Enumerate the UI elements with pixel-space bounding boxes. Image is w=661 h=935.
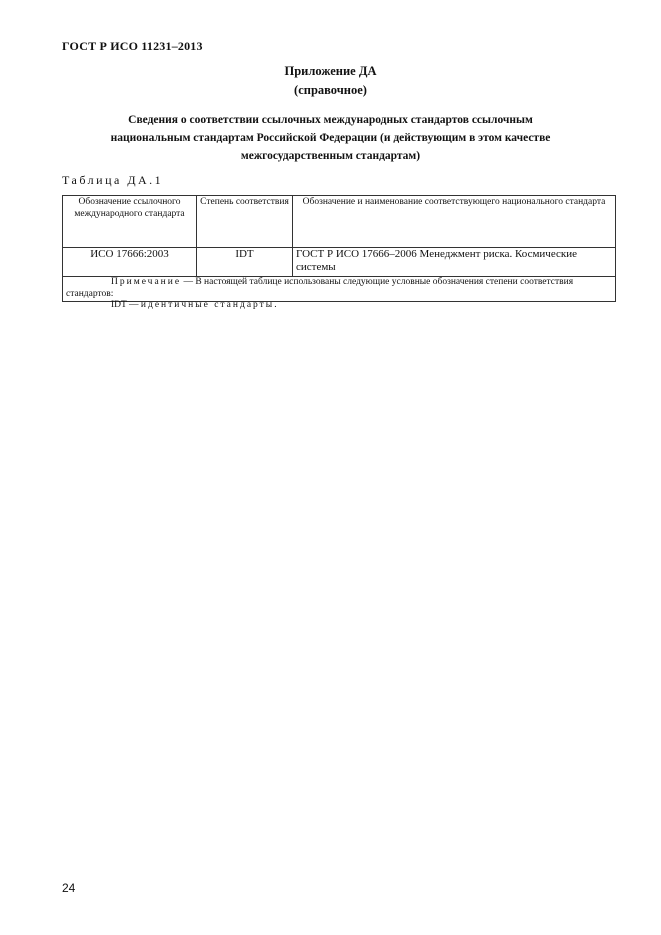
table-row: [63, 248, 616, 277]
page-number: 24: [62, 881, 76, 895]
info-title-line-2: национальным стандартам Российской Федерации (и действующим в этом качестве: [110, 132, 551, 144]
cell-conformity-degree: IDT: [197, 248, 293, 277]
table-note-row: [63, 277, 616, 302]
table-note-cell: [63, 277, 616, 310]
info-title-line-3: межгосударственным стандартам): [240, 150, 421, 162]
note-idt-separator: —: [126, 300, 141, 310]
note-text: [66, 277, 612, 300]
note-label: Примечание: [111, 277, 182, 287]
header-international-standard: Обозначение ссылочного международного стандарта: [63, 196, 197, 248]
note-idt-line: [66, 300, 612, 312]
table-label: Таблица ДА.1: [62, 173, 164, 187]
standards-table: [62, 195, 616, 310]
cell-international-standard: ИСО 17666:2003: [63, 248, 197, 277]
cell-national-standard: ГОСТ Р ИСО 17666–2006 Менеджмент риска. Космические системы: [293, 248, 616, 277]
table-header-row: [63, 196, 616, 248]
note-idt-text: идентичные стандарты.: [140, 300, 279, 310]
header-national-standard: Обозначение и наименование соответствующего национального стандарта: [293, 196, 616, 248]
info-title: [0, 111, 661, 165]
appendix-title: Приложение ДА: [284, 64, 377, 78]
note-idt-code: IDT: [111, 300, 127, 310]
header-conformity-degree: Степень соответствия: [197, 196, 293, 248]
document-header: ГОСТ Р ИСО 11231–2013: [62, 39, 203, 53]
info-title-line-1: Сведения о соответствии ссылочных международных стандартов ссылочным: [128, 114, 533, 126]
note-body: — В настоящей таблице использованы следующие условные обозначения степени соответствия стандартов:: [66, 277, 574, 299]
appendix-note: (справочное): [294, 83, 367, 97]
